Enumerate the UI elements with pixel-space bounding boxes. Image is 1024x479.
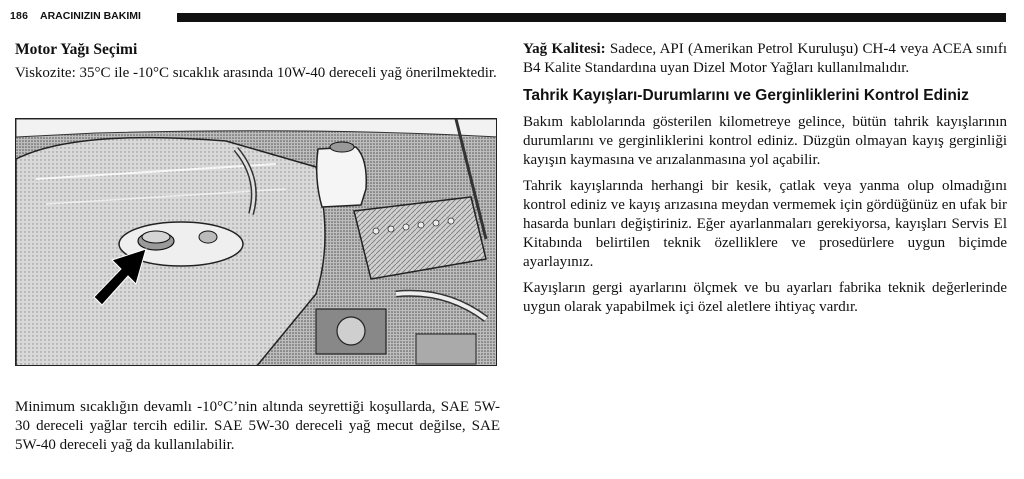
oil-selection-heading: Motor Yağı Seçimi — [15, 41, 138, 58]
drive-belts-paragraph-2: Tahrik kayışlarında herhangi bir kesik, çatlak veya yanma olup olmadığını kontrol ediniz ve kayış arızasına meydan vermemek için gördüğünüz en ufak bir hasarda bunları değiştiriniz. Eğer ayarlanmaları gerekiyorsa, kayışları Servis El Kitabında belirtilen teknik özelliklere ve prosedürlere uygun biçimde ayarlayınız. — [523, 178, 1007, 270]
oil-quality-label: Yağ Kalitesi: — [523, 41, 606, 57]
right-column — [523, 40, 1007, 324]
oil-quality-text: Sadece, API (Amerikan Petrol Kuruluşu) CH-4 veya ACEA sınıfı B4 Kalite Standardına uyan Dizel Motor Yağları kullanılmalıdır. — [523, 41, 1007, 76]
drive-belts-paragraph-3: Kayışların gergi ayarlarını ölçmek ve bu ayarları fabrika teknik değerlerinde uygun olarak yapabilmek içi özel aletlere ihtiyaç vardır. — [523, 280, 1007, 315]
drive-belts-heading: Tahrik Kayışları-Durumlarını ve Gerginliklerini Kontrol Ediniz — [523, 87, 969, 104]
drive-belts-paragraph-1: Bakım kablolarında gösterilen kilometreye gelince, bütün tahrik kayışlarının durumlarını ve gerginliklerini kontrol ediniz. Düzgün olmayan kayış gerginliği kayışın kaymasına ve arızalanmasına yol açabilir. — [523, 114, 1007, 168]
header-rule — [177, 13, 1006, 22]
page-number: 186 — [10, 10, 29, 22]
oil-quality-paragraph — [523, 40, 1007, 78]
left-column — [15, 40, 500, 90]
viscosity-paragraph: Viskozite: 35°C ile -10°C sıcaklık arasında 10W-40 dereceli yağ önerilmektedir. — [15, 65, 497, 81]
engine-bay-illustration — [15, 118, 497, 366]
page-header — [10, 9, 1006, 25]
engine-drawing — [16, 119, 497, 366]
low-temperature-paragraph: Minimum sıcaklığın devamlı -10°C’nin altında seyrettiği koşullarda, SAE 5W-30 dereceli yağlar tercih edilir. SAE 5W-30 dereceli yağ mecut değilse, SAE 5W-40 dereceli yağ da kullanılabilir. — [15, 399, 500, 453]
left-bottom-text — [15, 398, 500, 455]
section-title: ARACINIZIN BAKIMI — [40, 10, 141, 22]
